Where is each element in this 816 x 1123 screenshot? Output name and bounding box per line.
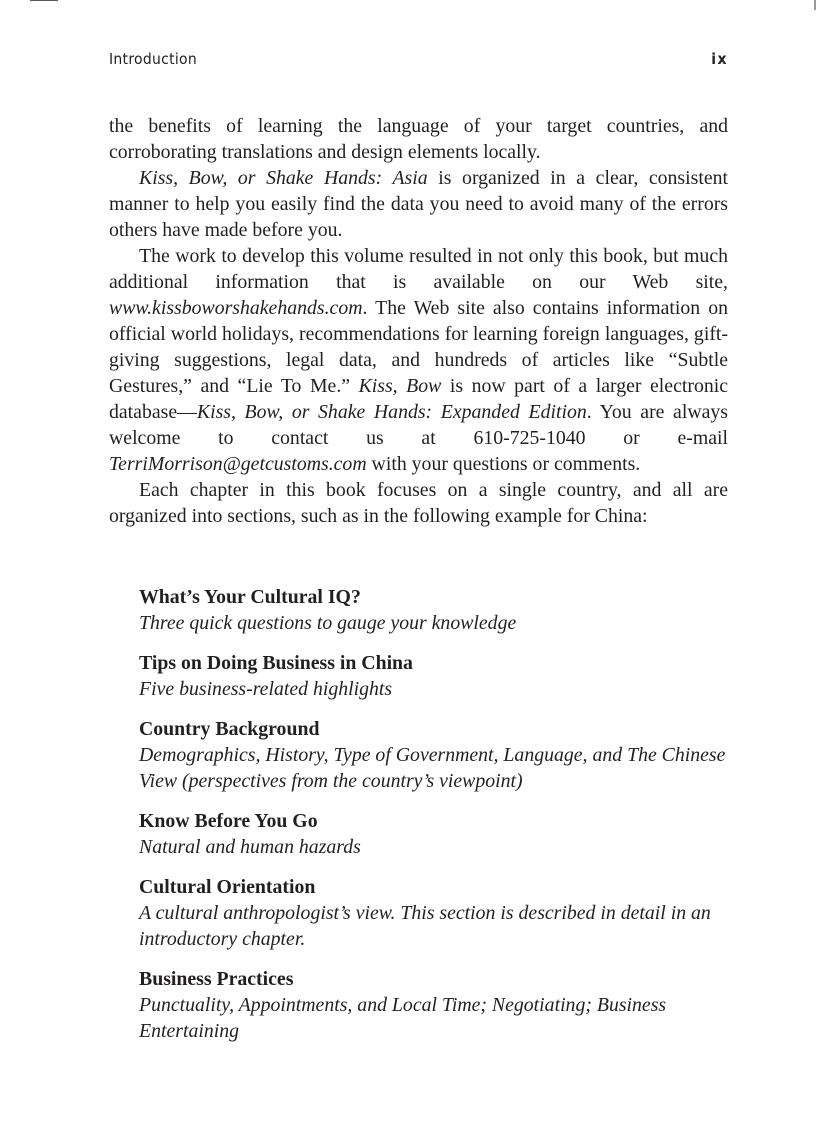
expanded-edition-title: Kiss, Bow, or Shake Hands: Expanded Edition	[196, 401, 587, 423]
list-item-title: Country Background	[139, 718, 320, 740]
list-item	[139, 808, 728, 860]
list-item-title: Business Practices	[139, 968, 294, 990]
paragraph-2-text: is organized in a clear, consistent manner to help you easily find the data you need to avoid many of the errors others have made before you.	[109, 167, 728, 241]
list-item-title: Tips on Doing Business in China	[139, 652, 413, 674]
crop-mark	[30, 0, 58, 1]
paragraph-3-text-a: The work to develop this volume resulted in not only this book, but much additional information that is available on our Web site,	[109, 245, 728, 293]
paragraph-4: Each chapter in this book focuses on a single country, and all are organized into sections, such as in the following example for China:	[109, 479, 728, 527]
list-item-description: A cultural anthropologist’s view. This section is described in detail in an introductory chapter.	[139, 902, 711, 950]
short-title: Kiss, Bow	[358, 375, 442, 397]
paragraph-3-text-c: is now part of a larger electronic database—	[109, 375, 728, 423]
list-item	[139, 584, 728, 636]
email-link[interactable]: TerriMorrison@getcustoms.com	[109, 453, 367, 475]
list-item-title: Know Before You Go	[139, 810, 318, 832]
paragraph-3-text-b: . The Web site also contains information on official world holidays, recommendations for learning foreign languages, gift-giving suggestions, legal data, and hundreds of articles like “Subtle Gestures,” and “Lie To Me.”	[109, 297, 728, 397]
website-link[interactable]: www.kissboworshakehands.com	[109, 297, 363, 319]
page-number: ix	[711, 50, 728, 68]
list-item	[139, 874, 728, 952]
body-text	[109, 113, 728, 529]
paragraph-1: the benefits of learning the language of your target countries, and corroborating translations and design elements locally.	[109, 115, 728, 163]
list-item-description: Demographics, History, Type of Government, Language, and The Chinese View (perspectives from the country’s viewpoint)	[139, 744, 726, 792]
paragraph-3	[109, 243, 728, 477]
paragraph-2	[109, 165, 728, 243]
list-item-title: What’s Your Cultural IQ?	[139, 586, 361, 608]
list-item-description: Punctuality, Appointments, and Local Time; Negotiating; Business Entertaining	[139, 994, 667, 1042]
section-title: Introduction	[109, 50, 198, 68]
list-item-description: Five business-related highlights	[139, 678, 393, 700]
list-item-description: Three quick questions to gauge your knowledge	[139, 612, 517, 634]
book-title: Kiss, Bow, or Shake Hands: Asia	[139, 167, 428, 189]
running-head	[109, 50, 728, 70]
paragraph-3-text-d: . You are always welcome to contact us at 610-725-1040 or e-mail	[109, 401, 728, 449]
list-item-title: Cultural Orientation	[139, 876, 316, 898]
chapter-sections-list	[139, 584, 728, 1058]
list-item	[139, 966, 728, 1044]
list-item	[139, 650, 728, 702]
list-item-description: Natural and human hazards	[139, 836, 361, 858]
paragraph-3-text-e: with your questions or comments.	[366, 453, 641, 475]
list-item	[139, 716, 728, 794]
